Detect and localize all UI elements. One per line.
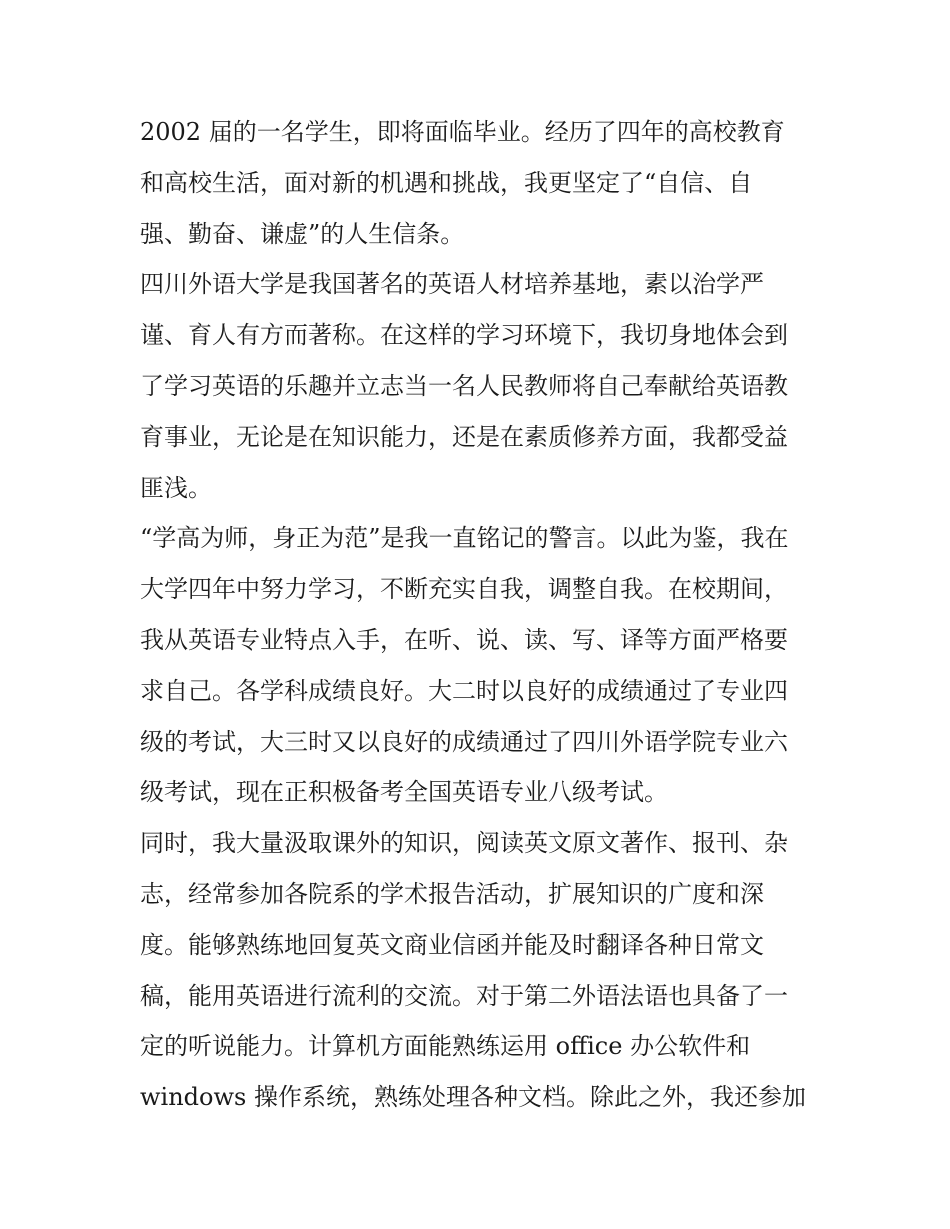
text-line: 志，经常参加各院系的学术报告活动，扩展知识的广度和深 <box>140 879 764 908</box>
document-body <box>140 107 812 1123</box>
text-line: windows 操作系统，熟练处理各种文档。除此之外，我还参加 <box>140 1083 806 1112</box>
text-line: 级考试，现在正积极备考全国英语专业八级考试。 <box>140 778 668 807</box>
text-line: 我从英语专业特点入手，在听、说、读、写、译等方面严格要 <box>140 625 788 654</box>
text-line: 育事业，无论是在知识能力，还是在素质修养方面，我都受益 <box>140 422 788 451</box>
text-line: 定的听说能力。计算机方面能熟练运用 office 办公软件和 <box>140 1032 751 1061</box>
text-line: 求自己。各学科成绩良好。大二时以良好的成绩通过了专业四 <box>140 676 788 705</box>
text-line: 匪浅。 <box>140 473 212 502</box>
text-line: 谨、育人有方而著称。在这样的学习环境下，我切身地体会到 <box>140 321 788 350</box>
text-line: 2002 届的一名学生，即将面临毕业。经历了四年的高校教育 <box>140 118 785 146</box>
text-line: 度。能够熟练地回复英文商业信函并能及时翻译各种日常文 <box>140 930 764 959</box>
text-line: 了学习英语的乐趣并立志当一名人民教师将自己奉献给英语教 <box>140 371 788 400</box>
text-line: 和高校生活，面对新的机遇和挑战，我更坚定了“自信、自 <box>140 168 753 197</box>
text-line: 大学四年中努力学习，不断充实自我，调整自我。在校期间， <box>140 575 788 604</box>
text-line: 同时，我大量汲取课外的知识，阅读英文原文著作、报刊、杂 <box>140 829 788 858</box>
text-line: 强、勤奋、谦虚”的人生信条。 <box>140 219 465 248</box>
text-line: 四川外语大学是我国著名的英语人材培养基地，素以治学严 <box>140 270 764 299</box>
text-line: 级的考试，大三时又以良好的成绩通过了四川外语学院专业六 <box>140 727 788 756</box>
text-line: 稿，能用英语进行流利的交流。对于第二外语法语也具备了一 <box>140 981 788 1010</box>
text-line: “学高为师，身正为范”是我一直铭记的警言。以此为鉴，我在 <box>140 524 789 553</box>
